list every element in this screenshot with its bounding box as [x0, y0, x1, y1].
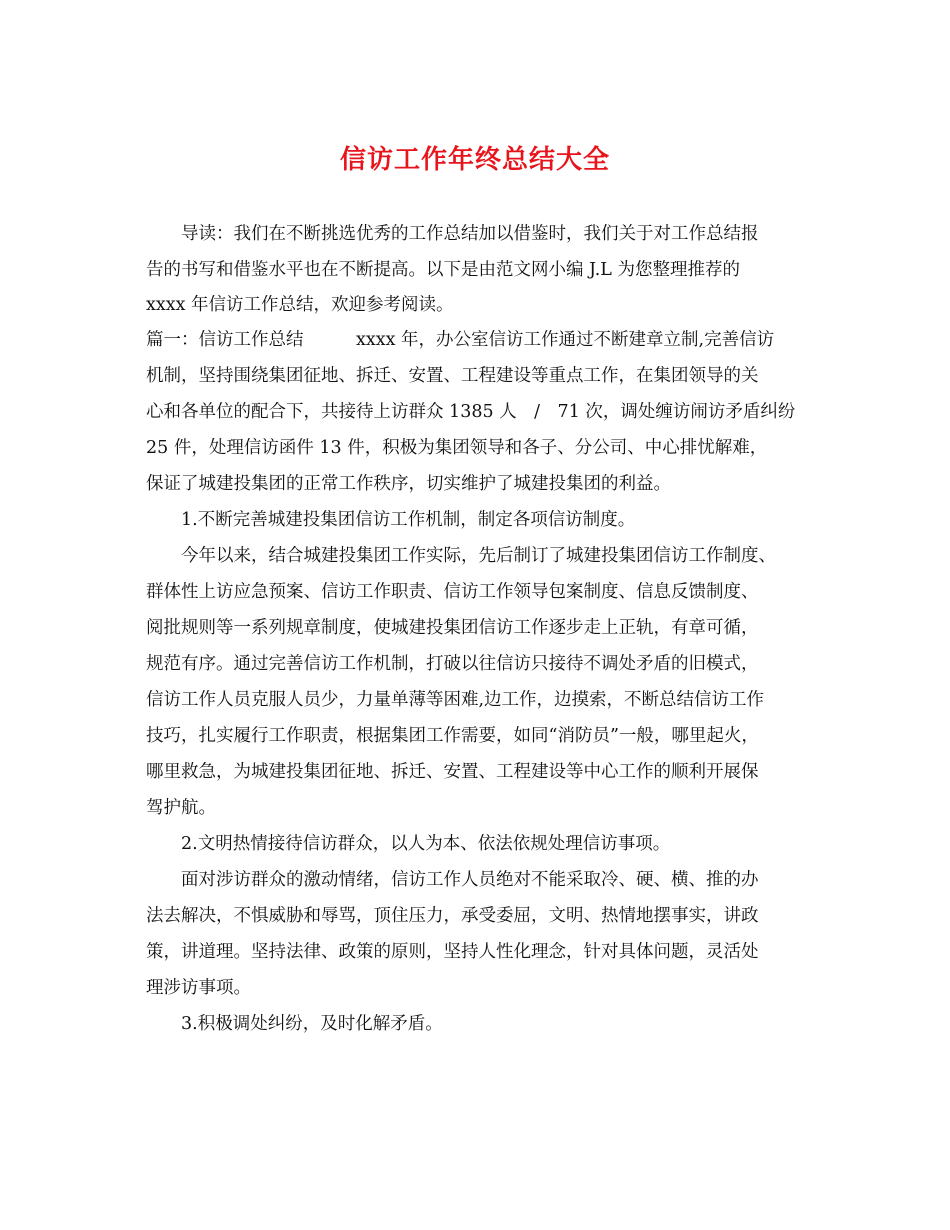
paragraph-line: 技巧，扎实履行工作职责，根据集团工作需要，如同“消防员”一般，哪里起火， — [146, 726, 759, 746]
paragraph-line: 保证了城建投集团的正常工作秩序，切实维护了城建投集团的利益。 — [146, 474, 671, 494]
paragraph-line: 机制，坚持围绕集团征地、拆迁、安置、工程建设等重点工作，在集团领导的关 — [146, 366, 759, 386]
paragraph-line: 25 件，处理信访函件 13 件，积极为集团领导和各子、分公司、中心排忧解难， — [146, 438, 768, 458]
paragraph-line: 今年以来，结合城建投集团工作实际，先后制订了城建投集团信访工作制度、 — [181, 546, 776, 566]
paragraph-line: 策，讲道理。坚持法律、政策的原则，坚持人性化理念，针对具体问题，灵活处 — [146, 942, 759, 962]
section-heading: 3.积极调处纠纷，及时化解矛盾。 — [181, 1014, 443, 1034]
paragraph-line: 规范有序。通过完善信访工作机制，打破以往信访只接待不调处矛盾的旧模式， — [146, 654, 759, 674]
paragraph-line: 篇一：信访工作总结 xxxx 年，办公室信访工作通过不断建章立制,完善信访 — [146, 330, 775, 350]
paragraph-line: 理涉访事项。 — [146, 978, 251, 998]
section-heading: 2.文明热情接待信访群众，以人为本、依法依规处理信访事项。 — [181, 834, 671, 854]
paragraph-line: 面对涉访群众的激动情绪，信访工作人员绝对不能采取冷、硬、横、推的办 — [181, 870, 759, 890]
paragraph-line: 信访工作人员克服人员少，力量单薄等困难,边工作，边摸索，不断总结信访工作 — [146, 690, 765, 710]
paragraph-line: 导读：我们在不断挑选优秀的工作总结加以借鉴时，我们关于对工作总结报 — [181, 224, 759, 244]
paragraph-line: xxxx 年信访工作总结，欢迎参考阅读。 — [146, 295, 454, 315]
paragraph-line: 阅批规则等一系列规章制度，使城建投集团信访工作逐步走上正轨，有章可循， — [146, 618, 759, 638]
document-title: 信访工作年终总结大全 — [339, 145, 610, 175]
paragraph-line: 告的书写和借鉴水平也在不断提高。以下是由范文网小编 J.L 为您整理推荐的 — [146, 260, 740, 280]
paragraph-line: 驾护航。 — [146, 798, 216, 818]
paragraph-line: 哪里救急，为城建投集团征地、拆迁、安置、工程建设等中心工作的顺利开展保 — [146, 762, 759, 782]
section-heading: 1.不断完善城建投集团信访工作机制，制定各项信访制度。 — [181, 510, 636, 530]
paragraph-line: 心和各单位的配合下，共接待上访群众 1385 人 / 71 次，调处缠访闹访矛盾纠纷 — [146, 402, 796, 422]
paragraph-line: 群体性上访应急预案、信访工作职责、信访工作领导包案制度、信息反馈制度、 — [146, 582, 759, 602]
paragraph-line: 法去解决，不惧威胁和辱骂，顶住压力，承受委屈，文明、热情地摆事实，讲政 — [146, 906, 759, 926]
